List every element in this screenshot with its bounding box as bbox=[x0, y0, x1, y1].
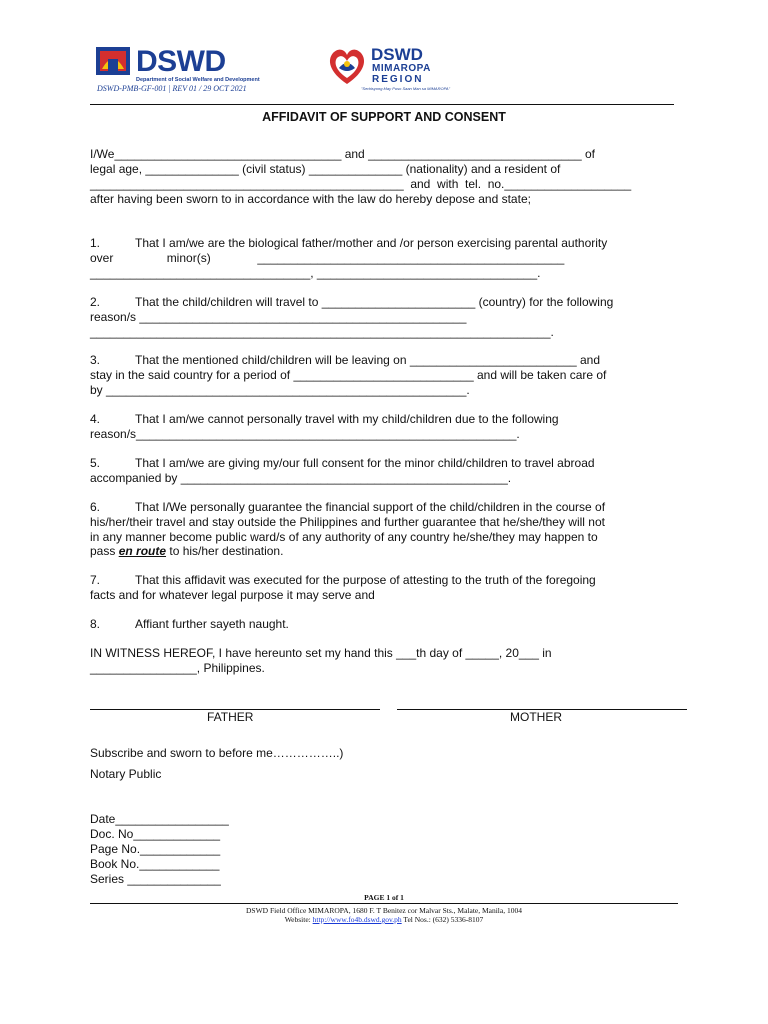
intro-line-4: after having been sworn to in accordance with the law do hereby depose and state; bbox=[90, 192, 531, 206]
footer-address: DSWD Field Office MIMAROPA, 1680 F. T Benitez cor Malvar Sts., Malate, Manila, 1004 bbox=[246, 906, 522, 915]
item-2 bbox=[90, 295, 613, 310]
subscribe-sworn: Subscribe and sworn to before me……………..) bbox=[90, 746, 344, 760]
item-number: 1. bbox=[90, 236, 101, 250]
item-number: 2. bbox=[90, 295, 101, 309]
intro-iwe: I/We bbox=[90, 147, 115, 161]
header-divider bbox=[90, 104, 674, 105]
dswd-emblem-icon bbox=[94, 45, 134, 79]
notary-doc-no: Doc. No_____________ bbox=[90, 827, 221, 841]
item-line: That I/We personally guarantee the financial support of the child/children in the course of bbox=[135, 500, 606, 514]
intro-and: and bbox=[341, 147, 369, 161]
item-5-line-2: accompanied by _________________________________________________. bbox=[90, 471, 512, 485]
item-2-line-3: _____________________________________________________________________. bbox=[90, 325, 554, 339]
item-line: That I am/we cannot personally travel with my child/children due to the following bbox=[135, 412, 559, 426]
item-number: 5. bbox=[90, 456, 101, 470]
item-line: That the mentioned child/children will be leaving on _________________________ and bbox=[135, 353, 601, 367]
item-3-line-2: stay in the said country for a period of ___________________________ and will be taken care of bbox=[90, 368, 607, 382]
item-7 bbox=[90, 573, 596, 588]
item-line: That I am/we are the biological father/mother and /or person exercising parental authority bbox=[135, 236, 608, 250]
item-5 bbox=[90, 456, 595, 471]
item-6-pass: pass bbox=[90, 544, 119, 558]
notary-public: Notary Public bbox=[90, 767, 162, 781]
region-logo bbox=[325, 44, 455, 94]
website-link[interactable]: http://www.fo4b.dswd.gov.ph bbox=[312, 915, 402, 924]
heart-emblem-icon bbox=[325, 44, 369, 88]
intro-line-3: _______________________________________________ and with tel. no.___________________ bbox=[90, 177, 632, 191]
item-6-line-3: in any manner become public ward/s of any authority of any country he/she/they may happen to bbox=[90, 530, 598, 544]
document-reference: DSWD-PMB-GF-001 | REV 01 / 29 OCT 2021 bbox=[97, 84, 247, 93]
notary-page-no: Page No.____________ bbox=[90, 842, 221, 856]
item-3 bbox=[90, 353, 600, 368]
item-number: 7. bbox=[90, 573, 101, 587]
notary-date: Date_________________ bbox=[90, 812, 229, 826]
item-line: That the child/children will travel to _______________________ (country) for the following bbox=[135, 295, 614, 309]
intro-of: of bbox=[581, 147, 595, 161]
witness-line-2: ________________, Philippines. bbox=[90, 661, 265, 675]
item-number: 3. bbox=[90, 353, 101, 367]
item-line: Affiant further sayeth naught. bbox=[135, 617, 289, 631]
intro-line-2: legal age, ______________ (civil status) ______________ (nationality) and a resident of bbox=[90, 162, 561, 176]
notary-book-no: Book No.____________ bbox=[90, 857, 220, 871]
item-number: 4. bbox=[90, 412, 101, 426]
region-logo-tagline: "Serbisyong May Puso Saan Man sa MIMAROPA" bbox=[361, 86, 451, 91]
en-route-emphasis: en route bbox=[118, 544, 167, 558]
item-1-line-2: over minor(s) ______________________________________________ bbox=[90, 251, 565, 265]
footer-contact bbox=[0, 915, 768, 924]
item-4-line-2: reason/s_________________________________________________________. bbox=[90, 427, 520, 441]
dswd-logo-subtitle: Department of Social Welfare and Development bbox=[136, 77, 260, 83]
witness-line-1: IN WITNESS HEREOF, I have hereunto set my hand this ___th day of _____, 20___ in bbox=[90, 646, 552, 660]
item-1-line-3: _________________________________, _________________________________. bbox=[90, 266, 541, 280]
item-line: That this affidavit was executed for the purpose of attesting to the truth of the foregoing bbox=[135, 573, 596, 587]
notary-series: Series ______________ bbox=[90, 872, 221, 886]
tel-numbers: Tel Nos.: (632) 5336-8107 bbox=[401, 915, 484, 924]
father-label: FATHER bbox=[207, 710, 254, 724]
region-logo-line1: DSWD bbox=[371, 45, 423, 64]
item-6-line-2: his/her/their travel and stay outside the Philippines and further guarantee that he/she/they will not bbox=[90, 515, 605, 529]
item-number: 6. bbox=[90, 500, 101, 514]
region-logo-line2: MIMAROPA bbox=[372, 63, 431, 74]
footer-divider bbox=[90, 903, 678, 904]
item-number: 8. bbox=[90, 617, 101, 631]
item-6 bbox=[90, 500, 605, 515]
name-blank-2: ________________________________ bbox=[368, 147, 582, 161]
page-title: AFFIDAVIT OF SUPPORT AND CONSENT bbox=[262, 110, 506, 124]
page-number: PAGE 1 of 1 bbox=[364, 893, 404, 902]
item-3-line-3: by ______________________________________________________. bbox=[90, 383, 470, 397]
item-line: That I am/we are giving my/our full consent for the minor child/children to travel abroad bbox=[135, 456, 595, 470]
dswd-logo-text: DSWD bbox=[136, 45, 226, 78]
website-label: Website: bbox=[284, 915, 313, 924]
item-7-line-2: facts and for whatever legal purpose it may serve and bbox=[90, 588, 375, 602]
item-4 bbox=[90, 412, 559, 427]
item-6-destination: to his/her destination. bbox=[166, 544, 284, 558]
name-blank-1: __________________________________ bbox=[114, 147, 342, 161]
item-2-line-2: reason/s _________________________________________________ bbox=[90, 310, 467, 324]
item-8 bbox=[90, 617, 289, 632]
region-logo-line3: REGION bbox=[372, 74, 424, 85]
mother-label: MOTHER bbox=[510, 710, 562, 724]
item-6-line-4 bbox=[90, 544, 283, 559]
intro-line-1 bbox=[90, 147, 595, 162]
item-1 bbox=[90, 236, 607, 251]
